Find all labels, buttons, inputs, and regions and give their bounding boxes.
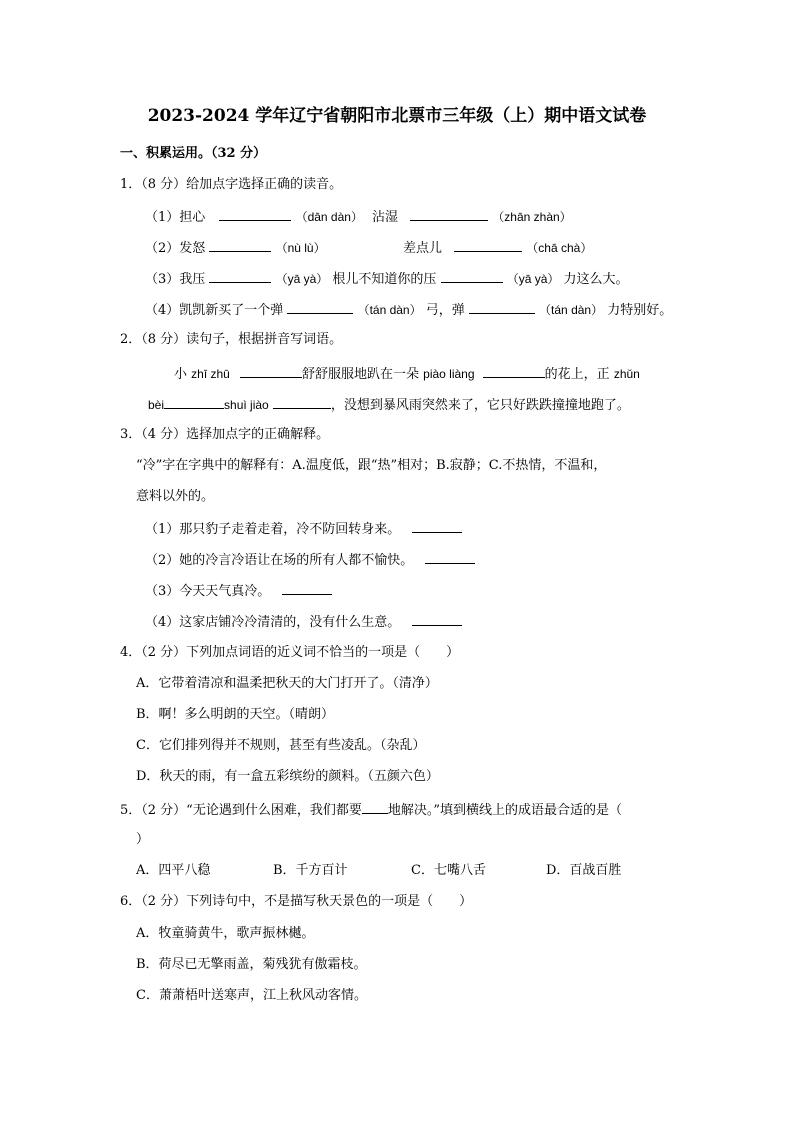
q1-row-2 [145,238,326,256]
answer-blank[interactable] [425,550,475,564]
q6-option-b[interactable]: B．荷尽已无擎雨盖，菊残犹有傲霜枝。 [136,957,367,972]
q4-option-c[interactable]: C．它们排列得并不规则，甚至有些凌乱。（杂乱） [136,738,426,753]
q3-definition: “冷”字在字典中的解释有：A.温度低，跟“热”相对；B.寂静；C.不热情，不温和， [136,458,607,473]
q2-text: 的花上，正 [544,367,610,382]
question-1-stem: 1．（8 分）给加点字选择正确的读音。 [120,177,343,192]
q1-item-3-pinyin: （nù lù） [275,241,326,255]
answer-blank[interactable] [164,395,224,409]
answer-blank[interactable] [454,238,522,252]
q1-item-1-pinyin: （dān dàn） [295,210,363,224]
answer-blank[interactable] [441,269,503,283]
q1-row-2-right [403,238,592,256]
q2-pinyin-3: zhǔn [613,367,640,381]
q1-item-6-pinyin: （yā yà） [506,272,560,286]
q1-item-7-pinyin: （tán dàn） [357,303,422,317]
q1-row-4 [145,300,672,318]
q3-sentence-1 [145,519,462,537]
answer-blank[interactable] [469,300,535,314]
q2-pinyin-3-cont: bèi [148,398,165,412]
answer-blank[interactable] [412,519,462,533]
q2-pinyin-2: piào liàng [423,367,475,381]
q2-text: 舒舒服服地趴在一朵 [302,367,420,382]
q3-sentence-2 [145,550,475,568]
q1-item-8-continuation: 力特别好。 [607,303,673,318]
q1-item-5-continuation: 根儿不知道你的压 [332,272,437,287]
q1-item-5-word: （3）我压 [145,272,206,287]
q1-item-2-pinyin: （zhān zhàn） [492,210,572,224]
q3-sentence-4 [145,612,462,630]
q5-option-c[interactable]: C．七嘴八舌 [411,863,486,878]
question-5-stem [120,800,622,818]
answer-blank[interactable] [412,612,462,626]
q5-option-b[interactable]: B．千方百计 [273,863,348,878]
question-2-stem: 2．（8 分）读句子，根据拼音写词语。 [120,332,343,347]
q4-option-b[interactable]: B．啊！多么明朗的天空。（晴朗） [136,707,335,722]
q1-item-7-continuation: 弓，弹 [425,303,465,318]
q1-item-3-word: （2）发怒 [145,241,206,256]
answer-blank[interactable] [273,395,331,409]
q2-pinyin-1: zhī zhū [191,367,230,381]
question-6-stem: 6．（2 分）下列诗句中，不是描写秋天景色的一项是（ ） [120,894,473,909]
q3-sentence-3 [145,581,332,599]
q1-item-6-continuation: 力这么大。 [563,272,629,287]
q1-item-2-word: 沾湿 [372,210,399,225]
section-heading: 一、积累运用。（32 分） [120,146,267,161]
q5-stem-text: 地解决。”填到横线上的成语最合适的是（ [387,803,622,818]
q2-text: 小 [174,367,188,382]
question-4-stem: 4．（2 分）下列加点词语的近义词不恰当的一项是（ ） [120,645,460,660]
answer-blank[interactable] [282,581,332,595]
q2-text: ，没想到暴风雨突然来了，它只好跌跌撞撞地跑了。 [330,398,630,413]
q2-sentence-line-1 [174,364,640,382]
q5-stem-close: ） [136,832,150,847]
q5-stem-text: 5．（2 分）“无论遇到什么困难，我们都要 [120,803,362,818]
q3-definition-cont: 意料以外的。 [136,489,215,504]
answer-blank[interactable] [410,207,488,221]
answer-blank[interactable] [209,269,271,283]
question-3-stem: 3．（4 分）选择加点字的正确解释。 [120,427,330,442]
answer-blank[interactable] [483,364,545,378]
answer-blank[interactable] [287,300,353,314]
q1-item-4-word: 差点儿 [403,241,443,256]
q1-row-1 [145,207,363,225]
q2-pinyin-4: shuì jiào [224,398,269,412]
q1-item-7-word: （4）凯凯新买了一个弹 [145,303,284,318]
answer-blank[interactable] [209,238,271,252]
q5-option-d[interactable]: D．百战百胜 [546,863,622,878]
q3-sentence-text: （2）她的冷言冷语让在场的所有人都不愉快。 [145,553,414,568]
q1-row-3 [145,269,629,287]
q1-row-1-right [372,207,572,225]
q4-option-d[interactable]: D．秋天的雨，有一盒五彩缤纷的颜料。（五颜六色） [136,769,439,784]
q4-option-a[interactable]: A．它带着清凉和温柔把秋天的大门打开了。（清净） [136,676,438,691]
q5-option-a[interactable]: A．四平八稳 [136,863,211,878]
page-title: 2023-2024 学年辽宁省朝阳市北票市三年级（上）期中语文试卷 [147,106,647,126]
q6-option-a[interactable]: A．牧童骑黄牛，歌声振林樾。 [136,926,315,941]
q3-sentence-text: （4）这家店铺冷冷清清的，没有什么生意。 [145,615,401,630]
q2-sentence-line-2 [148,395,630,413]
q1-item-4-pinyin: （chā chà） [526,241,593,255]
answer-blank[interactable] [362,800,388,814]
q3-sentence-text: （1）那只豹子走着走着，冷不防回转身来。 [145,522,401,537]
q1-item-8-pinyin: （tán dàn） [539,303,604,317]
q1-item-1-word: （1）担心 [145,210,206,225]
answer-blank[interactable] [240,364,302,378]
q6-option-c[interactable]: C．萧萧梧叶送寒声，江上秋风动客情。 [136,988,367,1003]
q3-sentence-text: （3）今天天气真冷。 [145,584,271,599]
answer-blank[interactable] [219,207,291,221]
q1-item-5-pinyin: （yā yà） [275,272,329,286]
